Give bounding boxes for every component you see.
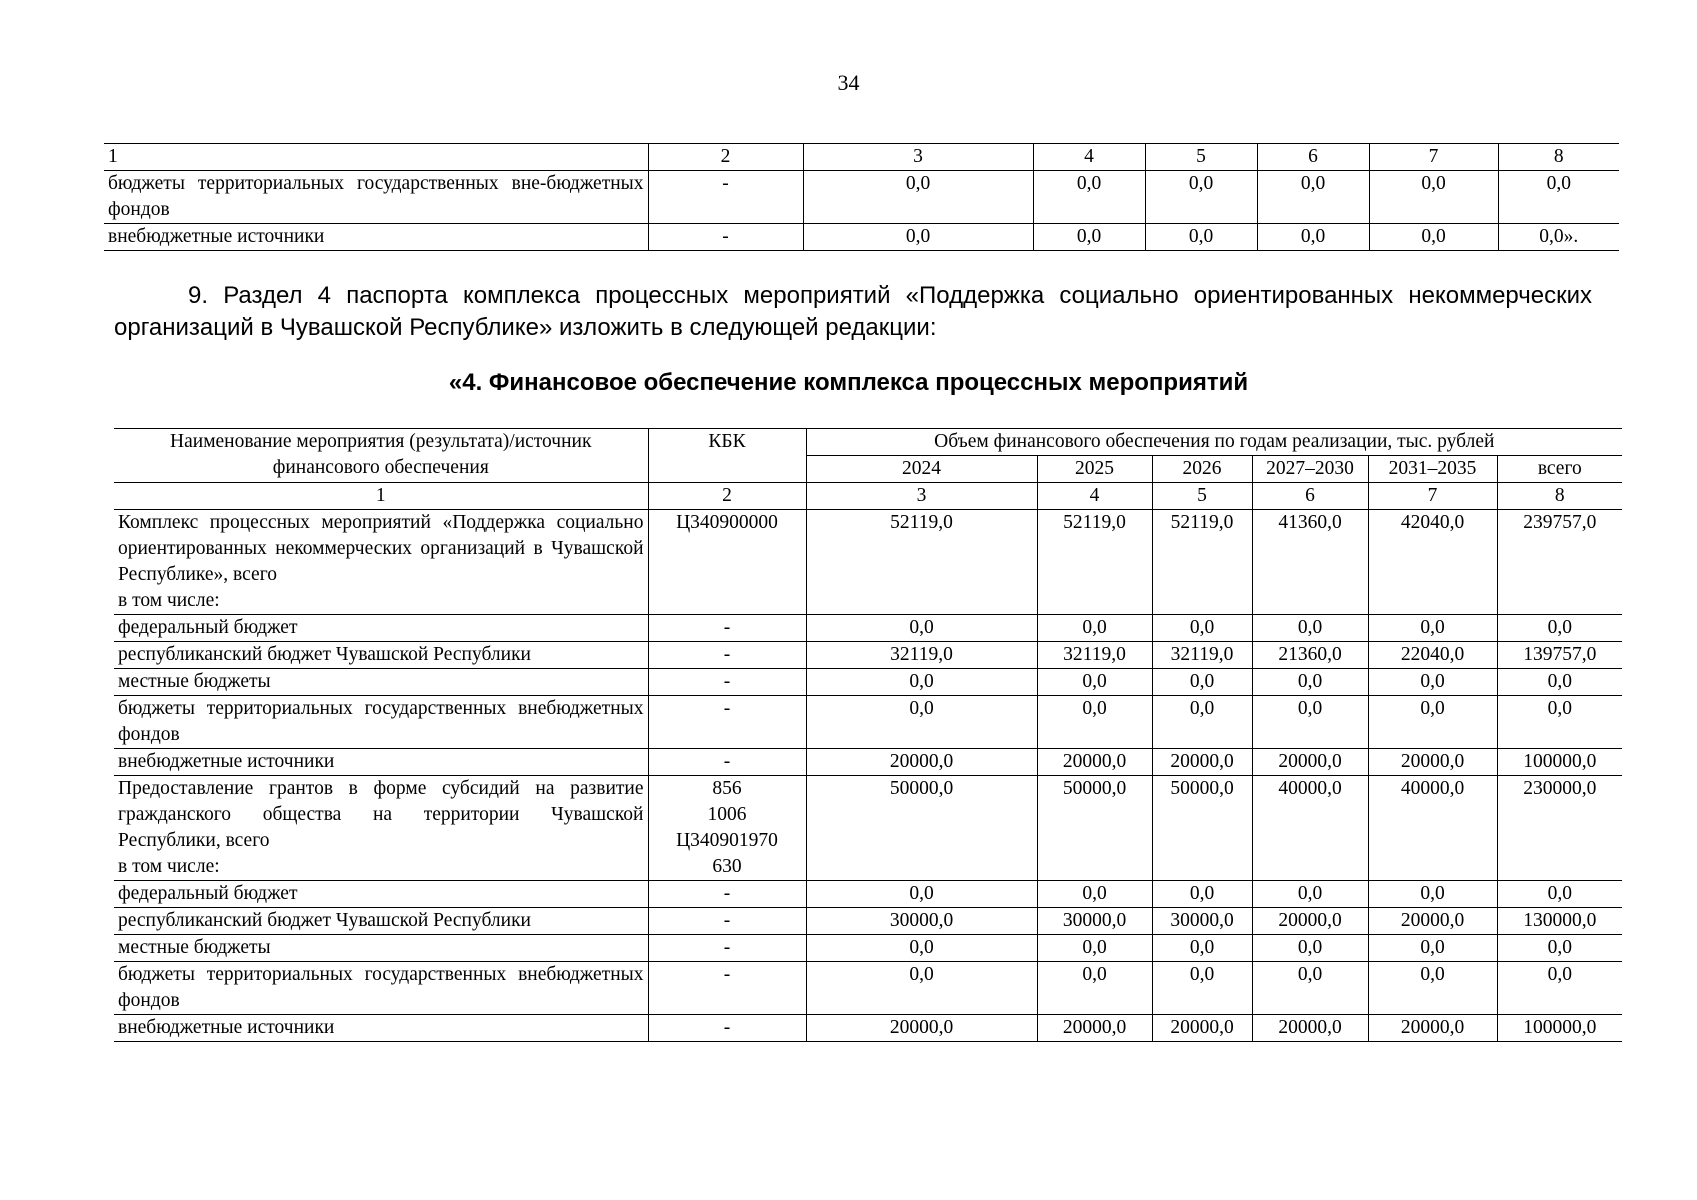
header-kbk: КБК bbox=[648, 429, 806, 483]
kbk-code: - bbox=[723, 671, 731, 692]
value-cell: 50000,0 bbox=[1152, 776, 1252, 881]
row-name: республиканский бюджет Чувашской Республики bbox=[118, 910, 531, 931]
value-cell: 0,0 bbox=[1037, 696, 1152, 749]
row-name: Предоставление грантов в форме субсидий на развитие гражданского общества на территории Чувашской Республики, всего bbox=[118, 778, 644, 851]
kbk-cell bbox=[648, 696, 806, 749]
value-cell: 0,0 bbox=[1252, 615, 1368, 642]
row-name-cell bbox=[114, 776, 648, 881]
column-index-cell: 6 bbox=[1252, 483, 1368, 510]
value-cell: 41360,0 bbox=[1252, 510, 1368, 615]
row-name-cell bbox=[114, 881, 648, 908]
column-index-cell: 3 bbox=[806, 483, 1037, 510]
header-year: 2024 bbox=[806, 456, 1037, 483]
table-row bbox=[114, 749, 1622, 776]
value-cell: 0,0 bbox=[1368, 962, 1497, 1015]
row-name-cell: бюджеты территориальных государственных вне-бюджетных фондов bbox=[104, 171, 648, 224]
value-cell: 239757,0 bbox=[1497, 510, 1622, 615]
table-row bbox=[114, 510, 1622, 615]
value-cell: 0,0 bbox=[1033, 224, 1145, 251]
value-cell: 0,0 bbox=[1257, 171, 1369, 224]
column-index-cell: 2 bbox=[648, 144, 803, 171]
row-name-cell bbox=[114, 510, 648, 615]
kbk-code: - bbox=[723, 751, 731, 772]
value-cell: 32119,0 bbox=[1152, 642, 1252, 669]
kbk-cell bbox=[648, 776, 806, 881]
value-cell: 0,0 bbox=[1368, 669, 1497, 696]
table-row bbox=[114, 962, 1622, 1015]
value-cell: 42040,0 bbox=[1368, 510, 1497, 615]
value-cell: 0,0 bbox=[1257, 224, 1369, 251]
kbk-cell bbox=[648, 908, 806, 935]
column-index-cell: 4 bbox=[1033, 144, 1145, 171]
value-cell: 0,0 bbox=[1152, 881, 1252, 908]
kbk-cell bbox=[648, 881, 806, 908]
value-cell: 0,0 bbox=[1252, 962, 1368, 1015]
table-row bbox=[114, 935, 1622, 962]
value-cell: 0,0 bbox=[1369, 171, 1498, 224]
value-cell: 0,0 bbox=[1152, 935, 1252, 962]
table-row bbox=[114, 669, 1622, 696]
row-name: бюджеты территориальных государственных внебюджетных фондов bbox=[118, 964, 644, 1011]
table-row bbox=[114, 908, 1622, 935]
value-cell: 0,0 bbox=[1145, 224, 1257, 251]
kbk-cell: - bbox=[648, 171, 803, 224]
value-cell: 0,0 bbox=[1369, 224, 1498, 251]
value-cell: 22040,0 bbox=[1368, 642, 1497, 669]
table-row bbox=[114, 615, 1622, 642]
value-cell: 20000,0 bbox=[1152, 749, 1252, 776]
kbk-code: 856 bbox=[712, 778, 742, 799]
kbk-cell bbox=[648, 669, 806, 696]
kbk-code: 630 bbox=[712, 856, 742, 877]
amendment-paragraph: 9. Раздел 4 паспорта комплекса процессных мероприятий «Поддержка социально ориентированных некоммерческих организаций в Чувашской Республике» изложить в следующей редакции: bbox=[114, 282, 1592, 341]
kbk-code: - bbox=[723, 698, 731, 719]
row-name: федеральный бюджет bbox=[118, 883, 298, 904]
column-index-cell: 5 bbox=[1145, 144, 1257, 171]
kbk-cell: - bbox=[648, 224, 803, 251]
kbk-cell bbox=[648, 615, 806, 642]
row-name-cell: внебюджетные источники bbox=[104, 224, 648, 251]
header-name: Наименование мероприятия (результата)/источник финансового обеспечения bbox=[114, 429, 648, 483]
value-cell: 40000,0 bbox=[1252, 776, 1368, 881]
kbk-code: - bbox=[723, 883, 731, 904]
page-number: 34 bbox=[837, 70, 860, 95]
kbk-cell bbox=[648, 642, 806, 669]
row-name-cell bbox=[114, 908, 648, 935]
value-cell: 52119,0 bbox=[1037, 510, 1152, 615]
header-year: всего bbox=[1497, 456, 1622, 483]
column-index-cell: 5 bbox=[1152, 483, 1252, 510]
kbk-code: - bbox=[723, 617, 731, 638]
value-cell: 0,0 bbox=[1033, 171, 1145, 224]
value-cell: 0,0 bbox=[806, 962, 1037, 1015]
header-year: 2026 bbox=[1152, 456, 1252, 483]
row-name-sub: в том числе: bbox=[118, 856, 220, 877]
value-cell: 20000,0 bbox=[1037, 749, 1152, 776]
column-index-cell: 4 bbox=[1037, 483, 1152, 510]
continued-funding-table bbox=[104, 143, 1619, 251]
table-row bbox=[104, 224, 1619, 251]
value-cell: 130000,0 bbox=[1497, 908, 1622, 935]
value-cell: 32119,0 bbox=[1037, 642, 1152, 669]
value-cell: 0,0 bbox=[1368, 881, 1497, 908]
column-index-cell: 3 bbox=[803, 144, 1033, 171]
value-cell: 0,0 bbox=[1252, 881, 1368, 908]
value-cell: 30000,0 bbox=[1152, 908, 1252, 935]
value-cell: 0,0 bbox=[1497, 615, 1622, 642]
value-cell: 100000,0 bbox=[1497, 1015, 1622, 1042]
value-cell: 20000,0 bbox=[1368, 1015, 1497, 1042]
value-cell: 0,0 bbox=[1368, 696, 1497, 749]
financial-support-table bbox=[114, 428, 1622, 1042]
column-index-cell: 8 bbox=[1498, 144, 1619, 171]
row-name-cell bbox=[114, 669, 648, 696]
value-cell: 0,0 bbox=[1037, 615, 1152, 642]
value-cell: 0,0 bbox=[1037, 881, 1152, 908]
kbk-cell bbox=[648, 510, 806, 615]
value-cell: 20000,0 bbox=[1152, 1015, 1252, 1042]
value-cell: 0,0 bbox=[1497, 696, 1622, 749]
row-name: внебюджетные источники bbox=[118, 751, 335, 772]
value-cell: 21360,0 bbox=[1252, 642, 1368, 669]
value-cell: 32119,0 bbox=[806, 642, 1037, 669]
kbk-cell bbox=[648, 749, 806, 776]
value-cell: 230000,0 bbox=[1497, 776, 1622, 881]
value-cell: 0,0 bbox=[1037, 669, 1152, 696]
row-name-cell bbox=[114, 615, 648, 642]
kbk-code: - bbox=[723, 964, 731, 985]
table-header-row bbox=[114, 429, 1622, 456]
row-name-cell bbox=[114, 642, 648, 669]
row-name: местные бюджеты bbox=[118, 671, 271, 692]
value-cell: 20000,0 bbox=[1252, 908, 1368, 935]
table-row bbox=[114, 776, 1622, 881]
column-index-cell: 7 bbox=[1369, 144, 1498, 171]
header-year: 2027–2030 bbox=[1252, 456, 1368, 483]
value-cell: 20000,0 bbox=[806, 1015, 1037, 1042]
value-cell: 20000,0 bbox=[1368, 749, 1497, 776]
kbk-code: - bbox=[723, 937, 731, 958]
value-cell: 20000,0 bbox=[1037, 1015, 1152, 1042]
value-cell: 0,0 bbox=[1152, 696, 1252, 749]
value-cell: 30000,0 bbox=[1037, 908, 1152, 935]
table-row bbox=[114, 696, 1622, 749]
value-cell: 0,0 bbox=[806, 935, 1037, 962]
value-cell: 0,0 bbox=[1152, 615, 1252, 642]
value-cell: 0,0 bbox=[803, 224, 1033, 251]
value-cell: 30000,0 bbox=[806, 908, 1037, 935]
value-cell: 0,0 bbox=[1037, 935, 1152, 962]
value-cell: 0,0 bbox=[1368, 615, 1497, 642]
kbk-code: - bbox=[723, 1017, 731, 1038]
row-name-cell bbox=[114, 935, 648, 962]
value-cell: 20000,0 bbox=[806, 749, 1037, 776]
row-name-cell bbox=[114, 696, 648, 749]
row-name-sub: в том числе: bbox=[118, 590, 220, 611]
row-name: федеральный бюджет bbox=[118, 617, 298, 638]
row-name-cell bbox=[114, 962, 648, 1015]
table-row bbox=[114, 1015, 1622, 1042]
row-name: Комплекс процессных мероприятий «Поддержка социально ориентированных некоммерческих организаций в Чувашской Республике», всего bbox=[118, 512, 644, 585]
value-cell: 0,0». bbox=[1498, 224, 1619, 251]
kbk-code: - bbox=[723, 910, 731, 931]
value-cell: 0,0 bbox=[1497, 935, 1622, 962]
column-index-row bbox=[114, 483, 1622, 510]
value-cell: 0,0 bbox=[1368, 935, 1497, 962]
value-cell: 0,0 bbox=[1152, 669, 1252, 696]
column-index-cell: 7 bbox=[1368, 483, 1497, 510]
column-index-cell: 6 bbox=[1257, 144, 1369, 171]
row-name: бюджеты территориальных государственных внебюджетных фондов bbox=[118, 698, 644, 745]
column-index-cell: 2 bbox=[648, 483, 806, 510]
value-cell: 40000,0 bbox=[1368, 776, 1497, 881]
column-index-cell: 8 bbox=[1497, 483, 1622, 510]
section-title: «4. Финансовое обеспечение комплекса процессных мероприятий bbox=[448, 369, 1249, 396]
value-cell: 20000,0 bbox=[1252, 1015, 1368, 1042]
value-cell: 0,0 bbox=[803, 171, 1033, 224]
table-header-row bbox=[104, 144, 1619, 171]
column-index-cell: 1 bbox=[104, 144, 648, 171]
table-row bbox=[104, 171, 1619, 224]
header-funding: Объем финансового обеспечения по годам реализации, тыс. рублей bbox=[806, 429, 1622, 456]
value-cell: 20000,0 bbox=[1368, 908, 1497, 935]
row-name-cell bbox=[114, 749, 648, 776]
value-cell: 0,0 bbox=[806, 696, 1037, 749]
value-cell: 50000,0 bbox=[1037, 776, 1152, 881]
kbk-code: Ц340901970 bbox=[676, 830, 778, 851]
value-cell: 0,0 bbox=[1497, 962, 1622, 1015]
row-name: республиканский бюджет Чувашской Республики bbox=[118, 644, 531, 665]
value-cell: 0,0 bbox=[1498, 171, 1619, 224]
row-name: внебюджетные источники bbox=[118, 1017, 335, 1038]
value-cell: 20000,0 bbox=[1252, 749, 1368, 776]
row-name: местные бюджеты bbox=[118, 937, 271, 958]
value-cell: 0,0 bbox=[1152, 962, 1252, 1015]
value-cell: 0,0 bbox=[806, 881, 1037, 908]
kbk-code: - bbox=[723, 644, 731, 665]
row-name-cell bbox=[114, 1015, 648, 1042]
kbk-cell bbox=[648, 935, 806, 962]
value-cell: 0,0 bbox=[1497, 881, 1622, 908]
value-cell: 0,0 bbox=[1497, 669, 1622, 696]
value-cell: 0,0 bbox=[806, 669, 1037, 696]
value-cell: 0,0 bbox=[1252, 696, 1368, 749]
table-row bbox=[114, 642, 1622, 669]
value-cell: 0,0 bbox=[1037, 962, 1152, 1015]
value-cell: 0,0 bbox=[1145, 171, 1257, 224]
value-cell: 100000,0 bbox=[1497, 749, 1622, 776]
value-cell: 0,0 bbox=[1252, 935, 1368, 962]
value-cell: 0,0 bbox=[1252, 669, 1368, 696]
value-cell: 139757,0 bbox=[1497, 642, 1622, 669]
column-index-cell: 1 bbox=[114, 483, 648, 510]
value-cell: 0,0 bbox=[806, 615, 1037, 642]
value-cell: 52119,0 bbox=[806, 510, 1037, 615]
kbk-cell bbox=[648, 1015, 806, 1042]
header-year: 2031–2035 bbox=[1368, 456, 1497, 483]
kbk-cell bbox=[648, 962, 806, 1015]
value-cell: 52119,0 bbox=[1152, 510, 1252, 615]
header-year: 2025 bbox=[1037, 456, 1152, 483]
kbk-code: Ц340900000 bbox=[676, 512, 778, 533]
table-row bbox=[114, 881, 1622, 908]
value-cell: 50000,0 bbox=[806, 776, 1037, 881]
kbk-code: 1006 bbox=[707, 804, 747, 825]
